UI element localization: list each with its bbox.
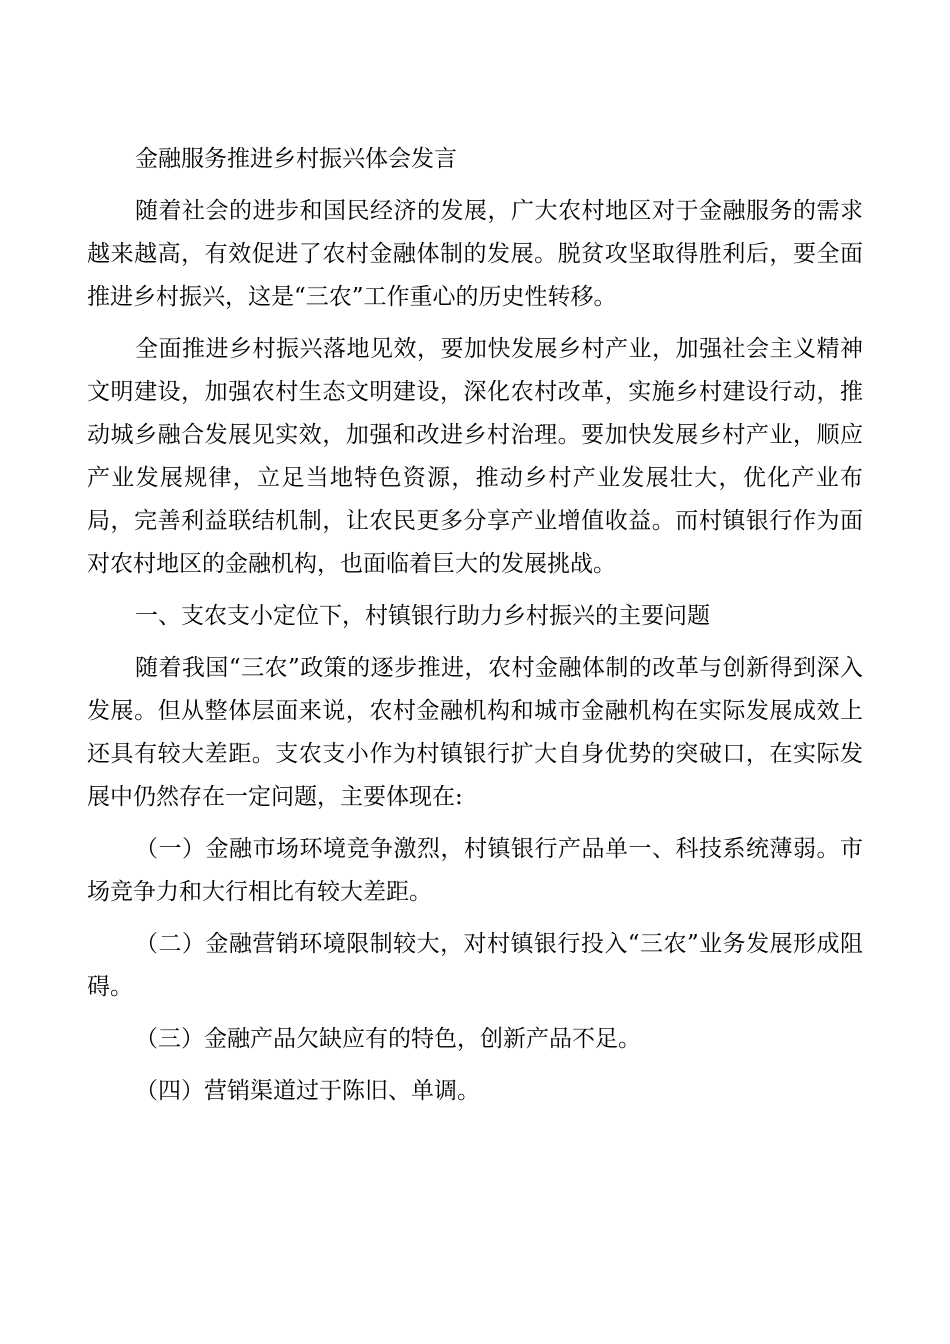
list-item-problem-1: （一）金融市场环境竞争激烈，村镇银行产品单一、科技系统薄弱。市场竞争力和大行相比有较大差距。 — [87, 836, 863, 905]
list-item-problem-2: （二）金融营销环境限制较大，对村镇银行投入“三农”业务发展形成阻碍。 — [87, 931, 863, 1000]
document-title: 金融服务推进乡村振兴体会发言 — [135, 146, 457, 172]
paragraph-intro: 随着社会的进步和国民经济的发展，广大农村地区对于金融服务的需求越来越高，有效促进了农村金融体制的发展。脱贫攻坚取得胜利后，要全面推进乡村振兴，这是“三农”工作重心的历史性转移。 — [87, 198, 863, 310]
document-body — [87, 138, 863, 1122]
paragraph-problems-intro: 随着我国“三农”政策的逐步推进，农村金融体制的改革与创新得到深入发展。但从整体层面来说，农村金融机构和城市金融机构在实际发展成效上还具有较大差距。支农支小作为村镇银行扩大自身优势的突破口，在实际发展中仍然存在一定问题，主要体现在: — [87, 655, 863, 810]
paragraph-rural-revitalization: 全面推进乡村振兴落地见效，要加快发展乡村产业，加强社会主义精神文明建设，加强农村生态文明建设，深化农村改革，实施乡村建设行动，推动城乡融合发展见实效，加强和改进乡村治理。要加快发展乡村产业，顺应产业发展规律，立足当地特色资源，推动乡村产业发展壮大，优化产业布局，完善利益联结机制，让农民更多分享产业增值收益。而村镇银行作为面对农村地区的金融机构，也面临着巨大的发展挑战。 — [87, 336, 863, 577]
list-item-problem-4: （四）营销渠道过于陈旧、单调。 — [135, 1078, 480, 1104]
section-heading-main-problems: 一、支农支小定位下，村镇银行助力乡村振兴的主要问题 — [135, 603, 710, 629]
list-item-problem-3: （三）金融产品欠缺应有的特色，创新产品不足。 — [135, 1026, 641, 1052]
